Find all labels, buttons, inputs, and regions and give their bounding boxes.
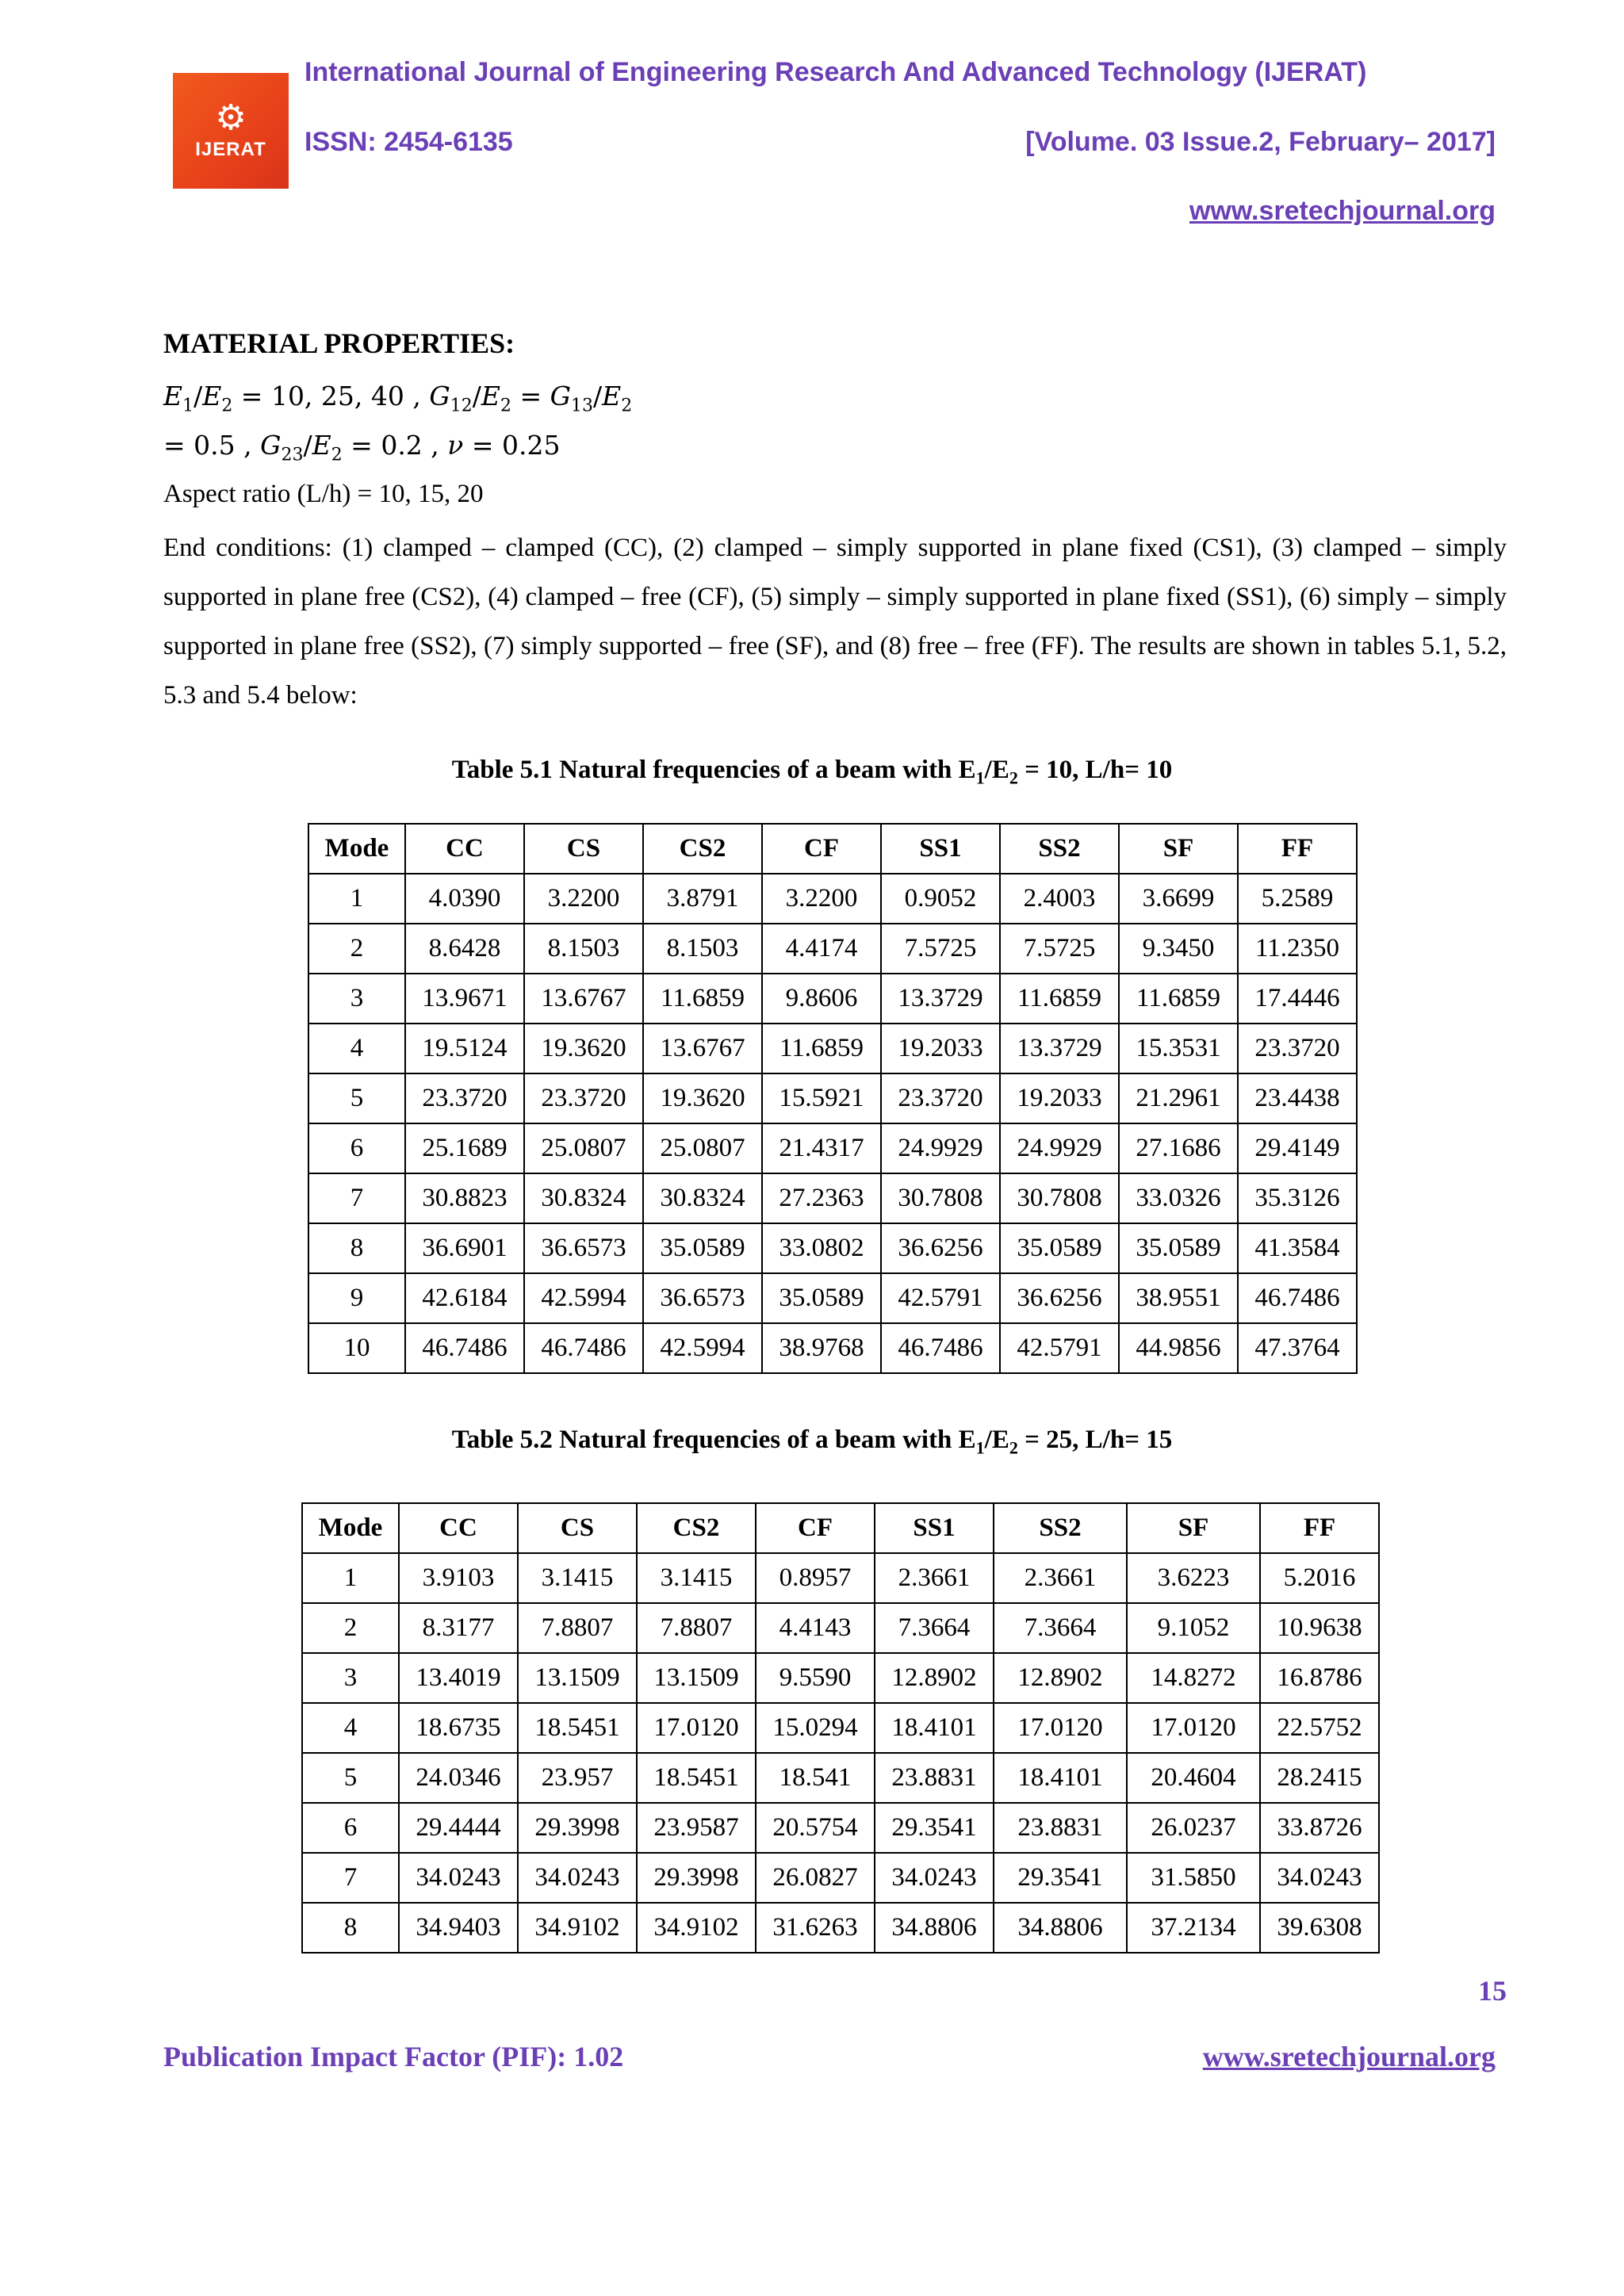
table-cell: 6 bbox=[302, 1803, 399, 1853]
table-cell: 20.4604 bbox=[1127, 1753, 1260, 1803]
table-cell: 3 bbox=[308, 974, 405, 1024]
table-cell: 12.8902 bbox=[994, 1653, 1127, 1703]
table-header-cell: SF bbox=[1119, 824, 1238, 874]
table2-caption: Table 5.2 Natural frequencies of a beam with $E_1/E_2 = 25$, L/h= 15 bbox=[451, 1425, 1173, 1458]
table-row bbox=[308, 1173, 1357, 1223]
table-cell: 29.3541 bbox=[994, 1853, 1127, 1903]
volume-issue: [Volume. 03 Issue.2, February– 2017] bbox=[1025, 127, 1496, 157]
table-cell: 7.5725 bbox=[881, 924, 1000, 974]
table-cell: 22.5752 bbox=[1260, 1703, 1379, 1753]
table-row bbox=[302, 1603, 1379, 1653]
table-cell: 23.957 bbox=[518, 1753, 637, 1803]
table-cell: 36.6256 bbox=[881, 1223, 1000, 1273]
table-cell: 34.8806 bbox=[875, 1903, 994, 1953]
table-header-cell: SF bbox=[1127, 1503, 1260, 1553]
table-cell: 36.6573 bbox=[524, 1223, 643, 1273]
table-cell: 6 bbox=[308, 1123, 405, 1173]
table-cell: 13.1509 bbox=[518, 1653, 637, 1703]
gear-wifi-icon: ⚙ bbox=[215, 98, 247, 138]
table-cell: 21.2961 bbox=[1119, 1073, 1238, 1123]
table-cell: 41.3584 bbox=[1238, 1223, 1357, 1273]
table-cell: 23.3720 bbox=[524, 1073, 643, 1123]
table-cell: 11.2350 bbox=[1238, 924, 1357, 974]
table-cell: 3 bbox=[302, 1653, 399, 1703]
table-header-cell: FF bbox=[1238, 824, 1357, 874]
table-row bbox=[302, 1853, 1379, 1903]
table-row bbox=[308, 1323, 1357, 1373]
table-cell: 7.8807 bbox=[518, 1603, 637, 1653]
table-cell: 28.2415 bbox=[1260, 1753, 1379, 1803]
material-formula-line-2: = 0.5 , $G_{23}/E_2 = 0.2$ , ν = 0.25 bbox=[163, 430, 561, 465]
journal-logo bbox=[173, 73, 289, 189]
table-cell: 42.6184 bbox=[405, 1273, 524, 1323]
table-row bbox=[308, 1273, 1357, 1323]
table-cell: 4.0390 bbox=[405, 874, 524, 924]
table-cell: 7 bbox=[308, 1173, 405, 1223]
table-cell: 33.0326 bbox=[1119, 1173, 1238, 1223]
table-cell: 35.0589 bbox=[1000, 1223, 1119, 1273]
table-cell: 3.8791 bbox=[643, 874, 762, 924]
table-cell: 23.4438 bbox=[1238, 1073, 1357, 1123]
table-header-cell: CS2 bbox=[643, 824, 762, 874]
table-cell: 3.6699 bbox=[1119, 874, 1238, 924]
table-cell: 9.8606 bbox=[762, 974, 881, 1024]
table-cell: 30.8823 bbox=[405, 1173, 524, 1223]
table-cell: 13.6767 bbox=[524, 974, 643, 1024]
table-cell: 34.0243 bbox=[518, 1853, 637, 1903]
table-cell: 33.0802 bbox=[762, 1223, 881, 1273]
table-cell: 16.8786 bbox=[1260, 1653, 1379, 1703]
table-cell: 4 bbox=[302, 1703, 399, 1753]
table-cell: 25.0807 bbox=[643, 1123, 762, 1173]
table2 bbox=[301, 1502, 1380, 1954]
table-cell: 23.8831 bbox=[875, 1753, 994, 1803]
table-cell: 3.2200 bbox=[762, 874, 881, 924]
table-cell: 8.3177 bbox=[399, 1603, 518, 1653]
table-cell: 7.3664 bbox=[875, 1603, 994, 1653]
table-cell: 3.2200 bbox=[524, 874, 643, 924]
table-cell: 8.6428 bbox=[405, 924, 524, 974]
table-cell: 30.8324 bbox=[524, 1173, 643, 1223]
table-cell: 18.5451 bbox=[637, 1753, 756, 1803]
header-website-link[interactable]: www.sretechjournal.org bbox=[1189, 196, 1496, 226]
table-cell: 10 bbox=[308, 1323, 405, 1373]
table-cell: 29.4444 bbox=[399, 1803, 518, 1853]
table-row bbox=[308, 1073, 1357, 1123]
table-cell: 35.0589 bbox=[1119, 1223, 1238, 1273]
table-cell: 5.2016 bbox=[1260, 1553, 1379, 1603]
table-cell: 30.7808 bbox=[881, 1173, 1000, 1223]
table-row bbox=[308, 1123, 1357, 1173]
table-cell: 17.4446 bbox=[1238, 974, 1357, 1024]
table-cell: 35.0589 bbox=[762, 1273, 881, 1323]
table-cell: 36.6573 bbox=[643, 1273, 762, 1323]
table-cell: 23.3720 bbox=[405, 1073, 524, 1123]
table-cell: 23.8831 bbox=[994, 1803, 1127, 1853]
table-cell: 2.3661 bbox=[994, 1553, 1127, 1603]
table-cell: 2 bbox=[308, 924, 405, 974]
table-cell: 11.6859 bbox=[643, 974, 762, 1024]
table-cell: 5 bbox=[302, 1753, 399, 1803]
table-cell: 18.4101 bbox=[994, 1753, 1127, 1803]
table-cell: 34.9403 bbox=[399, 1903, 518, 1953]
table-cell: 17.0120 bbox=[637, 1703, 756, 1753]
table-cell: 11.6859 bbox=[762, 1024, 881, 1073]
table-cell: 13.4019 bbox=[399, 1653, 518, 1703]
table-cell: 5 bbox=[308, 1073, 405, 1123]
table-cell: 5.2589 bbox=[1238, 874, 1357, 924]
table-cell: 20.5754 bbox=[756, 1803, 875, 1853]
table-cell: 11.6859 bbox=[1000, 974, 1119, 1024]
table-cell: 15.3531 bbox=[1119, 1024, 1238, 1073]
table-cell: 12.8902 bbox=[875, 1653, 994, 1703]
table-cell: 2.4003 bbox=[1000, 874, 1119, 924]
table-cell: 4 bbox=[308, 1024, 405, 1073]
table-cell: 3.1415 bbox=[637, 1553, 756, 1603]
table-header-cell: CS bbox=[518, 1503, 637, 1553]
table-cell: 34.9102 bbox=[518, 1903, 637, 1953]
material-formula-line-1: $E_1/E_2 = 10$, 25, 40 , $G_{12}/E_2 = G_{13}/E_2$ bbox=[163, 381, 633, 416]
table-cell: 37.2134 bbox=[1127, 1903, 1260, 1953]
table-cell: 1 bbox=[302, 1553, 399, 1603]
table-cell: 13.1509 bbox=[637, 1653, 756, 1703]
table-header-cell: CC bbox=[405, 824, 524, 874]
table-cell: 2 bbox=[302, 1603, 399, 1653]
table-header-cell: Mode bbox=[308, 824, 405, 874]
table-row bbox=[302, 1803, 1379, 1853]
table-cell: 11.6859 bbox=[1119, 974, 1238, 1024]
table-cell: 29.4149 bbox=[1238, 1123, 1357, 1173]
table-cell: 47.3764 bbox=[1238, 1323, 1357, 1373]
table-cell: 7 bbox=[302, 1853, 399, 1903]
table-header-cell: CF bbox=[756, 1503, 875, 1553]
table-cell: 13.3729 bbox=[1000, 1024, 1119, 1073]
table-row bbox=[308, 874, 1357, 924]
table-cell: 26.0237 bbox=[1127, 1803, 1260, 1853]
table-cell: 13.9671 bbox=[405, 974, 524, 1024]
table-cell: 0.8957 bbox=[756, 1553, 875, 1603]
impact-factor: Publication Impact Factor (PIF): 1.02 bbox=[163, 2041, 624, 2072]
table-cell: 19.2033 bbox=[1000, 1073, 1119, 1123]
table-cell: 34.0243 bbox=[875, 1853, 994, 1903]
table-cell: 2.3661 bbox=[875, 1553, 994, 1603]
table-cell: 21.4317 bbox=[762, 1123, 881, 1173]
table-cell: 4.4143 bbox=[756, 1603, 875, 1653]
table-cell: 24.9929 bbox=[1000, 1123, 1119, 1173]
page-number: 15 bbox=[1478, 1975, 1507, 2007]
table-cell: 46.7486 bbox=[881, 1323, 1000, 1373]
table-header-cell: CS bbox=[524, 824, 643, 874]
table-cell: 33.8726 bbox=[1260, 1803, 1379, 1853]
table-cell: 9.3450 bbox=[1119, 924, 1238, 974]
table-cell: 30.7808 bbox=[1000, 1173, 1119, 1223]
table-cell: 8 bbox=[308, 1223, 405, 1273]
table-cell: 23.9587 bbox=[637, 1803, 756, 1853]
table-cell: 18.4101 bbox=[875, 1703, 994, 1753]
table-row bbox=[302, 1903, 1379, 1953]
table-cell: 18.541 bbox=[756, 1753, 875, 1803]
table-cell: 17.0120 bbox=[994, 1703, 1127, 1753]
logo-text: IJERAT bbox=[195, 139, 266, 160]
table-cell: 38.9551 bbox=[1119, 1273, 1238, 1323]
table-cell: 46.7486 bbox=[1238, 1273, 1357, 1323]
issn: ISSN: 2454-6135 bbox=[304, 127, 513, 157]
table-header-cell: FF bbox=[1260, 1503, 1379, 1553]
table-cell: 46.7486 bbox=[405, 1323, 524, 1373]
table-cell: 15.5921 bbox=[762, 1073, 881, 1123]
table-cell: 42.5994 bbox=[643, 1323, 762, 1373]
table-cell: 42.5791 bbox=[881, 1273, 1000, 1323]
table1-caption: Table 5.1 Natural frequencies of a beam with $E_1/E_2 = 10$, L/h= 10 bbox=[451, 756, 1173, 788]
table-row bbox=[302, 1753, 1379, 1803]
journal-title: International Journal of Engineering Research And Advanced Technology (IJERAT) bbox=[304, 57, 1367, 87]
table-cell: 24.9929 bbox=[881, 1123, 1000, 1173]
footer-website-link[interactable]: www.sretechjournal.org bbox=[1202, 2041, 1496, 2072]
table-cell: 17.0120 bbox=[1127, 1703, 1260, 1753]
table-cell: 44.9856 bbox=[1119, 1323, 1238, 1373]
table-cell: 26.0827 bbox=[756, 1853, 875, 1903]
table-header-cell: CF bbox=[762, 824, 881, 874]
table-cell: 18.6735 bbox=[399, 1703, 518, 1753]
table-row bbox=[308, 1024, 1357, 1073]
table-header-cell: SS2 bbox=[994, 1503, 1127, 1553]
table-cell: 19.3620 bbox=[643, 1073, 762, 1123]
table-cell: 31.5850 bbox=[1127, 1853, 1260, 1903]
table-cell: 29.3998 bbox=[637, 1853, 756, 1903]
table-cell: 19.5124 bbox=[405, 1024, 524, 1073]
table-cell: 3.9103 bbox=[399, 1553, 518, 1603]
section-title: MATERIAL PROPERTIES: bbox=[163, 327, 515, 359]
table-cell: 19.2033 bbox=[881, 1024, 1000, 1073]
table-cell: 8.1503 bbox=[643, 924, 762, 974]
aspect-ratio: Aspect ratio (L/h) = 10, 15, 20 bbox=[163, 480, 484, 508]
table-row bbox=[302, 1703, 1379, 1753]
table-cell: 3.1415 bbox=[518, 1553, 637, 1603]
table-cell: 9.1052 bbox=[1127, 1603, 1260, 1653]
table-cell: 8 bbox=[302, 1903, 399, 1953]
table-cell: 34.8806 bbox=[994, 1903, 1127, 1953]
table-cell: 25.0807 bbox=[524, 1123, 643, 1173]
table-cell: 29.3998 bbox=[518, 1803, 637, 1853]
table-cell: 42.5791 bbox=[1000, 1323, 1119, 1373]
table-cell: 7.5725 bbox=[1000, 924, 1119, 974]
end-conditions-paragraph: End conditions: (1) clamped – clamped (CC), (2) clamped – simply supported in plane fixed (CS1), (3) clamped – simply supported in plane free (CS2), (4) clamped – free (CF), (5) simply – simply supported in plane fixed (SS1), (6) simply – simply supported in plane free (SS2), (7) simply supported – free (SF), and (8) free – free (FF). The results are shown in tables 5.1, 5.2, 5.3 and 5.4 below: bbox=[163, 534, 1507, 710]
table-cell: 30.8324 bbox=[643, 1173, 762, 1223]
table-cell: 1 bbox=[308, 874, 405, 924]
table-row bbox=[308, 924, 1357, 974]
table-cell: 18.5451 bbox=[518, 1703, 637, 1753]
table-cell: 35.3126 bbox=[1238, 1173, 1357, 1223]
table-cell: 24.0346 bbox=[399, 1753, 518, 1803]
table1 bbox=[308, 823, 1358, 1374]
table-cell: 29.3541 bbox=[875, 1803, 994, 1853]
table-cell: 9 bbox=[308, 1273, 405, 1323]
table-cell: 25.1689 bbox=[405, 1123, 524, 1173]
table-cell: 36.6901 bbox=[405, 1223, 524, 1273]
table-cell: 27.2363 bbox=[762, 1173, 881, 1223]
table-cell: 13.6767 bbox=[643, 1024, 762, 1073]
table-cell: 15.0294 bbox=[756, 1703, 875, 1753]
table-cell: 36.6256 bbox=[1000, 1273, 1119, 1323]
table-cell: 27.1686 bbox=[1119, 1123, 1238, 1173]
table-cell: 14.8272 bbox=[1127, 1653, 1260, 1703]
table-cell: 0.9052 bbox=[881, 874, 1000, 924]
table-header-cell: CC bbox=[399, 1503, 518, 1553]
table-cell: 31.6263 bbox=[756, 1903, 875, 1953]
table-row bbox=[302, 1553, 1379, 1603]
table-cell: 35.0589 bbox=[643, 1223, 762, 1273]
table-header-cell: Mode bbox=[302, 1503, 399, 1553]
table-row bbox=[302, 1653, 1379, 1703]
table-cell: 4.4174 bbox=[762, 924, 881, 974]
table-cell: 7.8807 bbox=[637, 1603, 756, 1653]
table-cell: 34.9102 bbox=[637, 1903, 756, 1953]
table-cell: 42.5994 bbox=[524, 1273, 643, 1323]
table-cell: 8.1503 bbox=[524, 924, 643, 974]
table-cell: 13.3729 bbox=[881, 974, 1000, 1024]
table-header-cell: CS2 bbox=[637, 1503, 756, 1553]
table-cell: 10.9638 bbox=[1260, 1603, 1379, 1653]
table-cell: 23.3720 bbox=[881, 1073, 1000, 1123]
table-cell: 23.3720 bbox=[1238, 1024, 1357, 1073]
table-cell: 7.3664 bbox=[994, 1603, 1127, 1653]
table-cell: 3.6223 bbox=[1127, 1553, 1260, 1603]
table-row bbox=[308, 1223, 1357, 1273]
table-cell: 34.0243 bbox=[1260, 1853, 1379, 1903]
table-header-cell: SS1 bbox=[881, 824, 1000, 874]
table-cell: 34.0243 bbox=[399, 1853, 518, 1903]
table-header-cell: SS1 bbox=[875, 1503, 994, 1553]
table-header-cell: SS2 bbox=[1000, 824, 1119, 874]
table-row bbox=[308, 974, 1357, 1024]
table-cell: 19.3620 bbox=[524, 1024, 643, 1073]
table-cell: 38.9768 bbox=[762, 1323, 881, 1373]
table-cell: 39.6308 bbox=[1260, 1903, 1379, 1953]
table-cell: 9.5590 bbox=[756, 1653, 875, 1703]
table-cell: 46.7486 bbox=[524, 1323, 643, 1373]
